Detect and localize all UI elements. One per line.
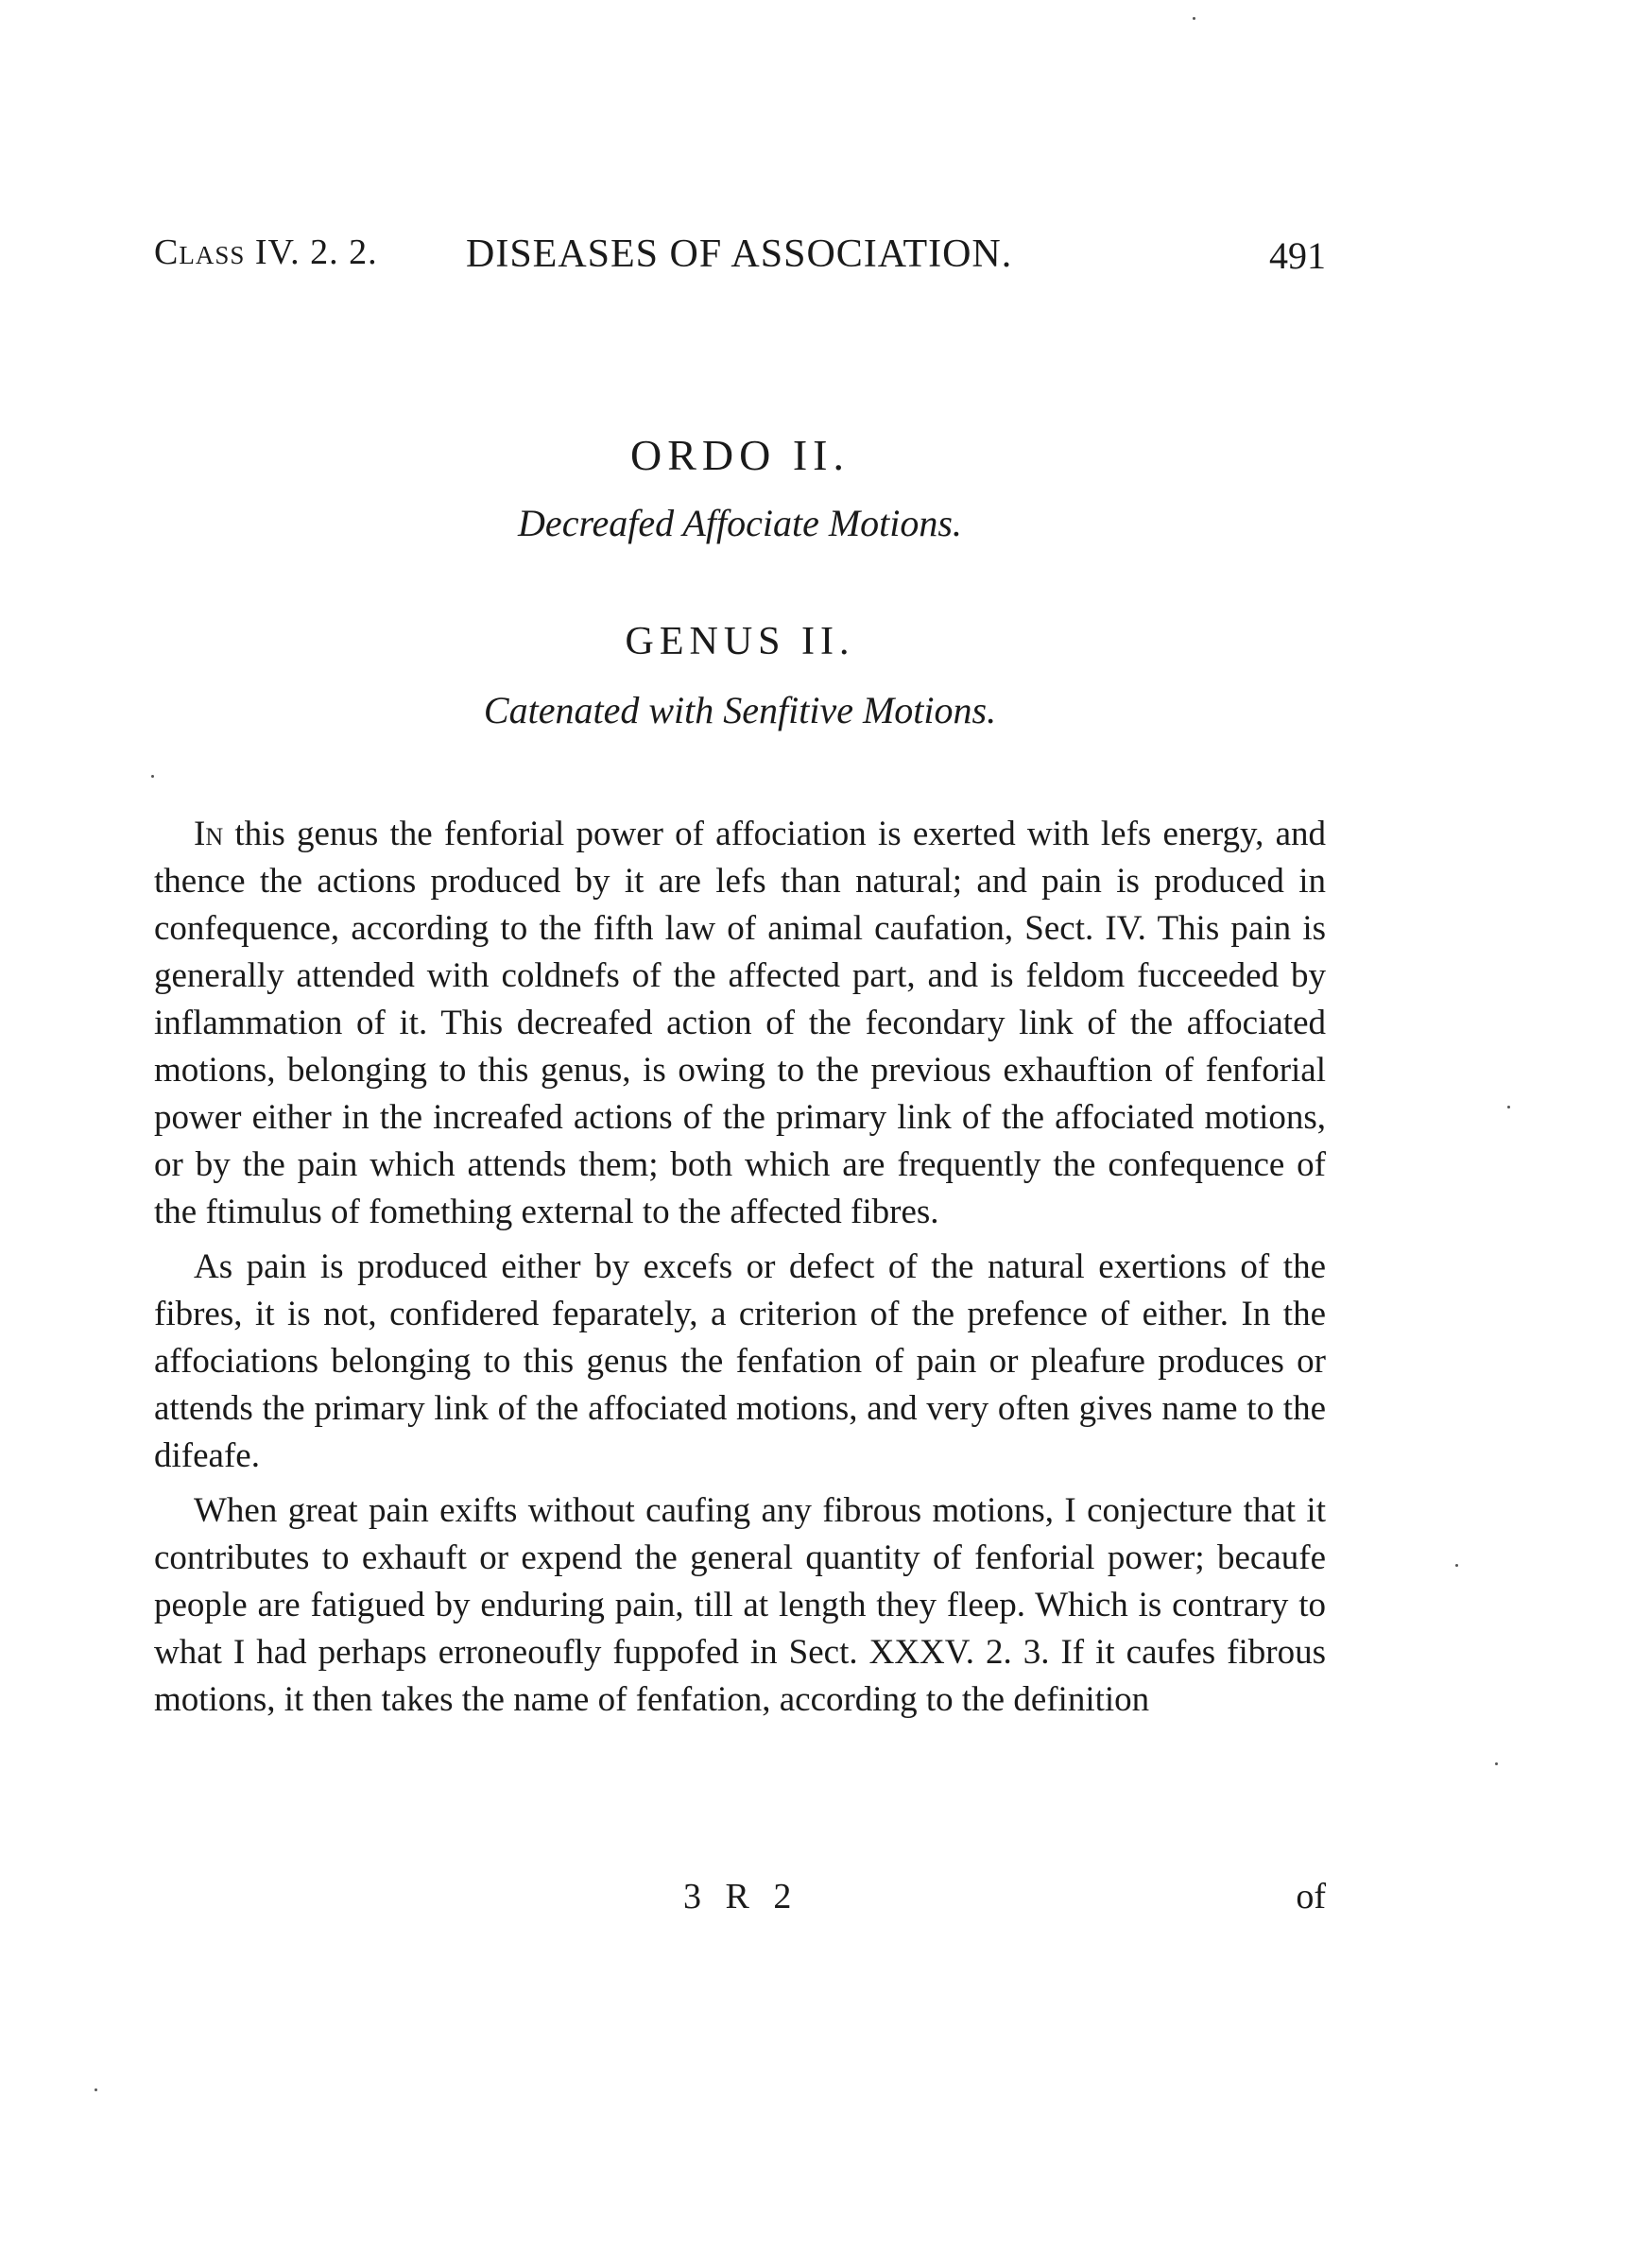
ordo-subtitle: Decreafed Affociate Motions. <box>518 502 962 544</box>
paragraph-text: As pain is produced either by excefs or defect of the natural exertions of the fibres, it is not, confidered feparately, a criterion of the prefence of either. In the affociations belonging to this genus the fenfation of pain or pleafure produces or attends the primary link of the affociated motions, and very often gives name to the difeafe. <box>154 1247 1326 1475</box>
page-footer <box>154 1876 1326 1933</box>
running-head <box>154 232 1326 288</box>
paragraph-lead: In <box>194 815 224 853</box>
paragraph-text: When great pain exifts without caufing any fibrous motions, I conjecture that it contributes to exhauft or expend the general quantity of fenforial power; becaufe people are fatigued by enduring pain, till at length they fleep. Which is contrary to what I had perhaps erroneoufly fuppofed in Sect. XXXV. 2. 3. If it caufes fibrous motions, it then takes the name of fenfation, according to the definition <box>154 1491 1326 1719</box>
paper-speck <box>1495 1762 1498 1765</box>
paper-speck <box>95 2088 97 2091</box>
paper-speck <box>1507 1106 1510 1108</box>
ordo-heading: ORDO II. <box>630 431 850 479</box>
paper-speck <box>1193 17 1195 20</box>
paper-speck <box>1455 1564 1458 1567</box>
genus-heading: GENUS II. <box>625 620 855 663</box>
paragraph-text: this genus the fenforial power of affociation is exerted with lefs energy, and thence the actions produced by it are lefs than natural; and pain is produced in confequence, according to the fifth law of animal caufation, Sect. IV. This pain is generally attended with coldnefs of the affected part, and is feldom fucceeded by inflammation of it. This decreafed action of the fecondary link of the affociated motions, belonging to this genus, is owing to the previous exhauftion of fenforial power either in the increafed actions of the primary link of the affociated motions, or by the pain which attends them; both which are frequently the confequence of the ftimulus of fomething external to the affected fibres. <box>154 815 1326 1231</box>
paragraph-1 <box>154 811 1326 1236</box>
paragraph-3 <box>154 1487 1326 1724</box>
paper-speck <box>151 775 154 778</box>
page-number: 491 <box>1269 234 1326 277</box>
running-title: DISEASES OF ASSOCIATION. <box>466 232 1013 276</box>
catchword: of <box>1296 1877 1326 1916</box>
paragraph-2 <box>154 1244 1326 1480</box>
class-label: Class IV. 2. 2. <box>154 232 378 272</box>
genus-subtitle: Catenated with Senfitive Motions. <box>483 689 997 731</box>
signature-mark: 3 R 2 <box>683 1877 799 1916</box>
body-text <box>154 811 1326 1731</box>
